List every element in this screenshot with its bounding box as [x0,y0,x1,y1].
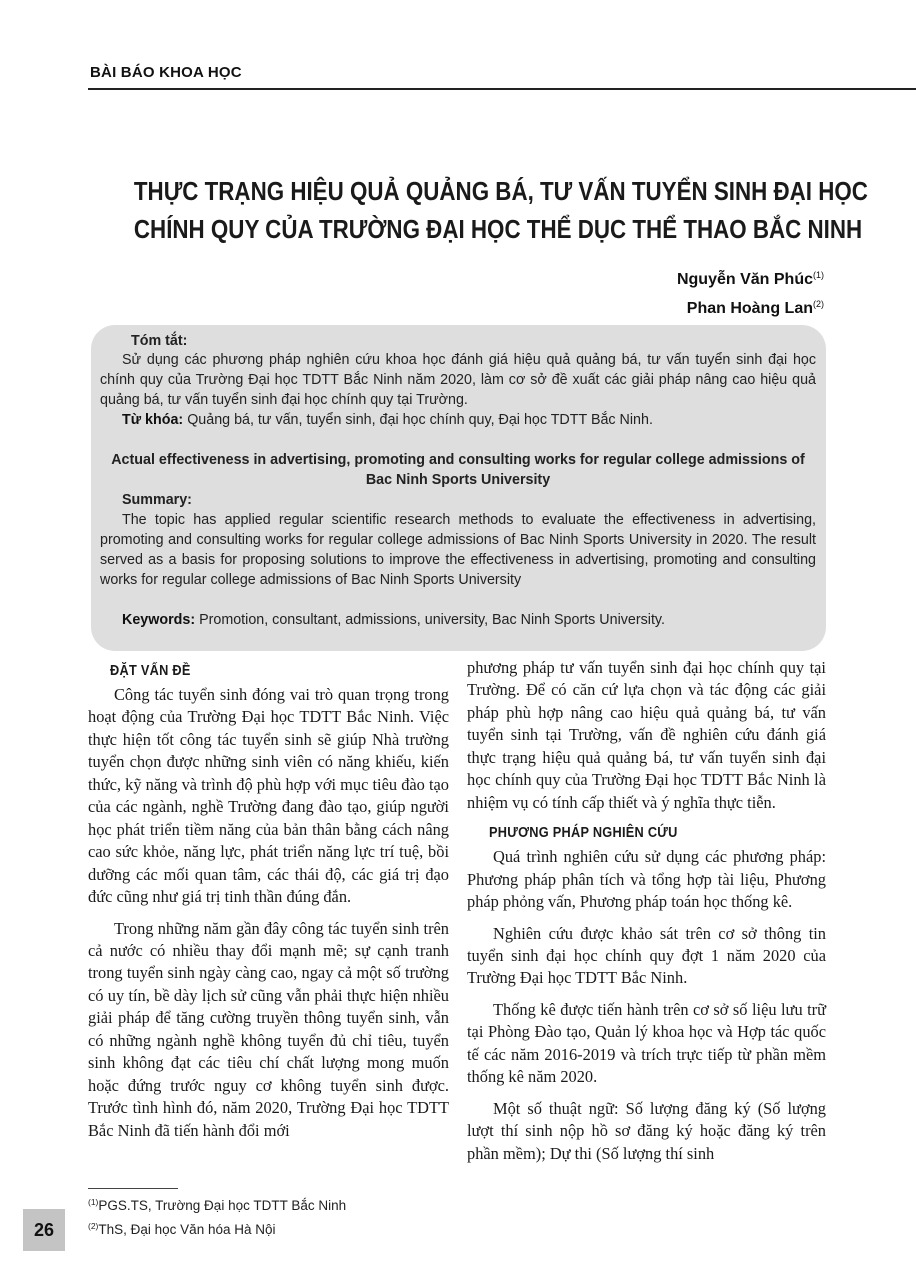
author-1 [677,263,824,292]
footnote-2 [88,1216,346,1240]
article-title [133,172,868,248]
footnote-1-mark: (1) [88,1197,99,1207]
title-line-2: CHÍNH QUY CỦA TRƯỜNG ĐẠI HỌC THỂ DỤC THỂ THAO BẮC NINH [133,214,863,244]
author-1-mark: (1) [813,270,824,280]
paragraph: Quá trình nghiên cứu sử dụng các phương pháp: Phương pháp phân tích và tổng hợp tài liệu, Phương pháp phỏng vấn, Phương pháp toán học thống kê. [467,847,826,912]
page-number: 26 [23,1209,65,1251]
paragraph: Một số thuật ngữ: Số lượng đăng ký (Số lượng lượt thí sinh nộp hồ sơ đăng ký hoặc đăng ký trên phần mềm); Dự thi (Số lượng thí sinh [467,1098,826,1163]
abstract-en-title: Actual effectiveness in advertising, promoting and consulting works for regular college admissions of Bac Ninh Sports University [111,452,805,488]
author-2-mark: (2) [813,299,824,309]
abstract-en-keywords [122,610,812,630]
footnote-2-text: ThS, Đại học Văn hóa Hà Nội [98,1222,276,1237]
footnote-1 [88,1192,346,1216]
footnote-rule [88,1188,178,1189]
author-1-name: Nguyễn Văn Phúc [676,271,813,288]
section-heading-intro: ĐẶT VẤN ĐỀ [110,663,191,679]
title-line-1: THỰC TRẠNG HIỆU QUẢ QUẢNG BÁ, TƯ VẤN TUYỂN SINH ĐẠI HỌC [133,176,868,206]
author-2 [677,292,824,321]
abstract-en-text: The topic has applied regular scientific research methods to evaluate the effectiveness in advertising, promoting and consulting works for regular college admissions of Bac Ninh Sports University in 2020. The result served as a basis for proposing solutions to improve the effectiveness in advertising, promoting and consulting works for regular college admissions of Bac Ninh Sports University [100,512,816,588]
footnote-1-text: PGS.TS, Trường Đại học TDTT Bắc Ninh [98,1198,347,1213]
footnotes [88,1192,346,1240]
abstract-vi-keywords [122,410,812,430]
author-2-name: Phan Hoàng Lan [686,300,813,317]
footnote-2-mark: (2) [88,1221,99,1231]
paragraph: phương pháp tư vấn tuyển sinh đại học chính quy tại Trường. Để có căn cứ lựa chọn và tác động các giải pháp phù hợp nâng cao hiệu quả quảng bá, tư vấn tuyển sinh tại Trường, vấn đề nghiên cứu đánh giá thực trạng hiệu quả quảng bá, tư vấn tuyển sinh đại học chính quy của Trường Đại học TDTT Bắc Ninh là nhiệm vụ có tính cấp thiết và ý nghĩa thực tiễn. [467,658,826,812]
author-list [677,263,824,321]
paragraph: Thống kê được tiến hành trên cơ sở số liệu lưu trữ tại Phòng Đào tạo, Quản lý khoa học và Hợp tác quốc tế các năm 2016-2019 và trích trực tiếp từ phần mềm thống kê năm 2020. [467,999,826,1087]
section-label: BÀI BÁO KHOA HỌC [90,64,242,81]
header-rule [88,88,916,90]
abstract-vi-heading: Tóm tắt: [131,333,188,349]
keywords-vi-text: Quảng bá, tư vấn, tuyển sinh, đại học chính quy, Đại học TDTT Bắc Ninh. [187,412,653,428]
abstract-en-heading: Summary: [122,492,192,508]
keywords-vi-label: Từ khóa: [122,412,184,428]
paragraph: Công tác tuyển sinh đóng vai trò quan trọng trong hoạt động của Trường Đại học TDTT Bắc Ninh. Việc thực hiện tốt công tác tuyển sinh sẽ giúp Nhà trường tuyển chọn được những sinh viên có năng khiếu, kiến thức, kỹ năng và trình độ phù hợp với mục tiêu đào tạo của các ngành, nghề Trường đang đào tạo, giúp người học phát triển tiềm năng của bản thân bằng cách nâng cao sức khỏe, năng lực, phát triển năng lực trí tuệ, bồi dưỡng các mối quan tâm, các thái độ, các giá trị đạo đức cũng như giá trị tinh thần đúng đắn. [88,685,449,907]
abstract-vi-text: Sử dụng các phương pháp nghiên cứu khoa học đánh giá hiệu quả quảng bá, tư vấn tuyển sinh đại học chính quy của Trường Đại học TDTT Bắc Ninh năm 2020, làm cơ sở đề xuất các giải pháp nâng cao hiệu quả quảng bá, tư vấn tuyển sinh đại học chính quy tại Trường. [100,352,816,408]
body-column-right [467,657,826,1174]
paragraph: Trong những năm gần đây công tác tuyển sinh trên cả nước có nhiều thay đổi mạnh mẽ; sự cạnh tranh trong tuyển sinh ngày càng cao, ngay cả một số trường có uy tín, bề dày lịch sử cũng vẫn phải thực hiện nhiều giải pháp để tăng cường truyền thông tuyển sinh, vẫn có những ngành nghề không tuyển đủ chỉ tiêu, tuyển sinh không đạt các tiêu chí chất lượng mong muốn hoặc đứng trước nguy cơ không tuyển sinh được. Trước tình hình đó, năm 2020, Trường Đại học TDTT Bắc Ninh đã tiến hành đổi mới [88,918,449,1140]
paragraph: Nghiên cứu được khảo sát trên cơ sở thông tin tuyển sinh đại học chính quy đợt 1 năm 2020 của Trường Đại học TDTT Bắc Ninh. [467,923,826,988]
keywords-en-label: Keywords: [122,612,196,628]
section-heading-methods: PHƯƠNG PHÁP NGHIÊN CỨU [489,825,678,842]
body-column-left [88,657,449,1151]
keywords-en-text: Promotion, consultant, admissions, university, Bac Ninh Sports University. [199,612,665,628]
